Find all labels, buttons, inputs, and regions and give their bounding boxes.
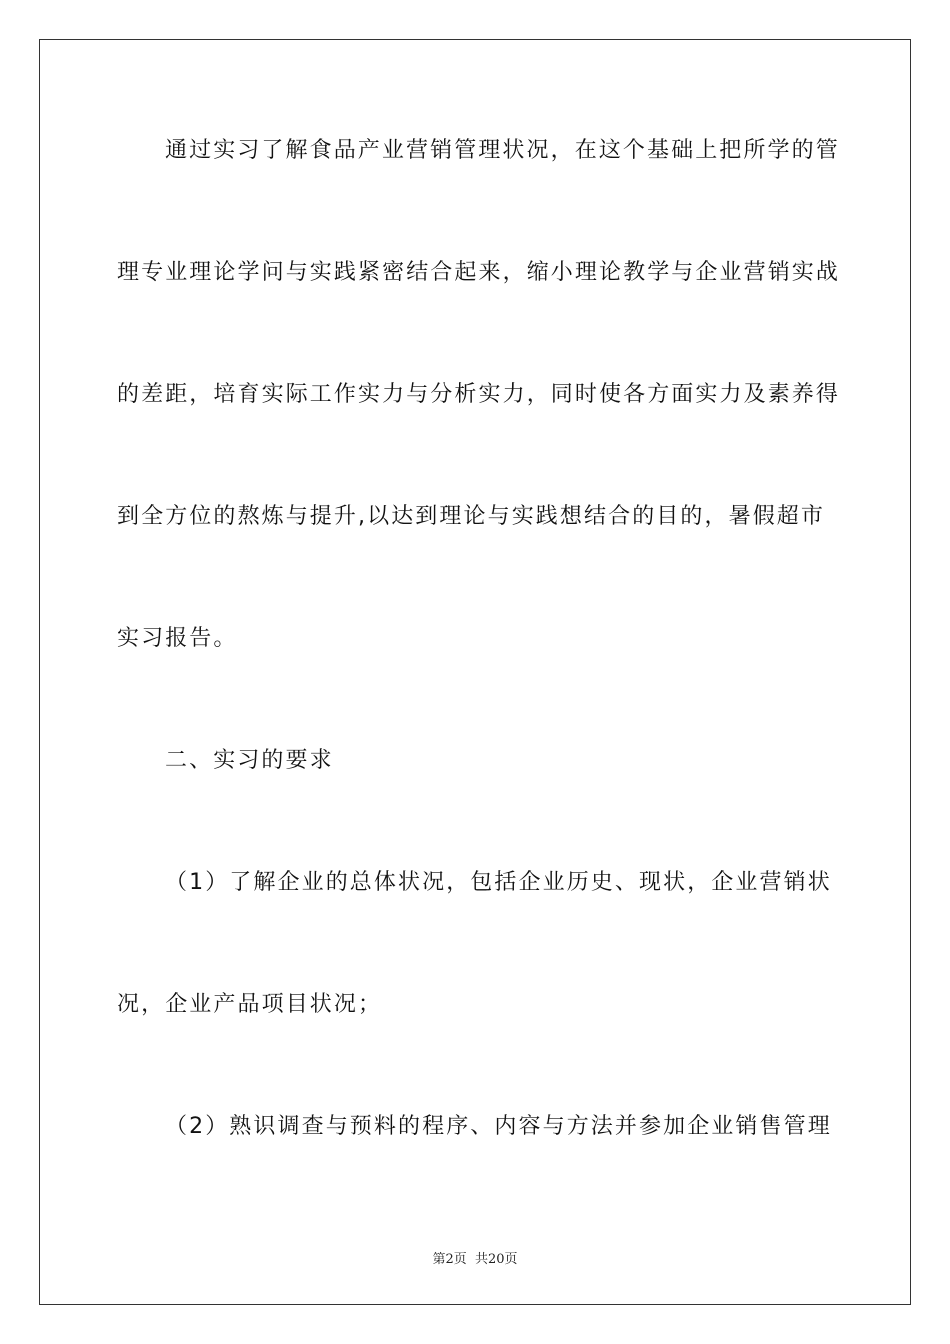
paragraph-line-9: （2）熟识调查与预料的程序、内容与方法并参加企业销售管理 xyxy=(165,1114,832,1139)
paragraph-line-8: 况，企业产品项目状况； xyxy=(117,992,383,1017)
paragraph-line-5: 实习报告。 xyxy=(117,626,238,651)
page-number: 第2页 xyxy=(432,1252,467,1267)
paragraph-line-1: 通过实习了解食品产业营销管理状况，在这个基础上把所学的管 xyxy=(165,138,840,163)
page-total: 共20页 xyxy=(474,1252,518,1267)
page-footer xyxy=(0,1248,950,1267)
paragraph-line-3: 的差距，培育实际工作实力与分析实力，同时使各方面实力及素养得 xyxy=(117,382,841,407)
paragraph-line-4: 到全方位的熬炼与提升,以达到理论与实践想结合的目的，暑假超市 xyxy=(117,504,825,529)
paragraph-line-7: （1）了解企业的总体状况，包括企业历史、现状，企业营销状 xyxy=(165,870,832,895)
paragraph-line-2: 理专业理论学问与实践紧密结合起来，缩小理论教学与企业营销实战 xyxy=(117,260,841,285)
section-heading: 二、实习的要求 xyxy=(165,748,334,773)
